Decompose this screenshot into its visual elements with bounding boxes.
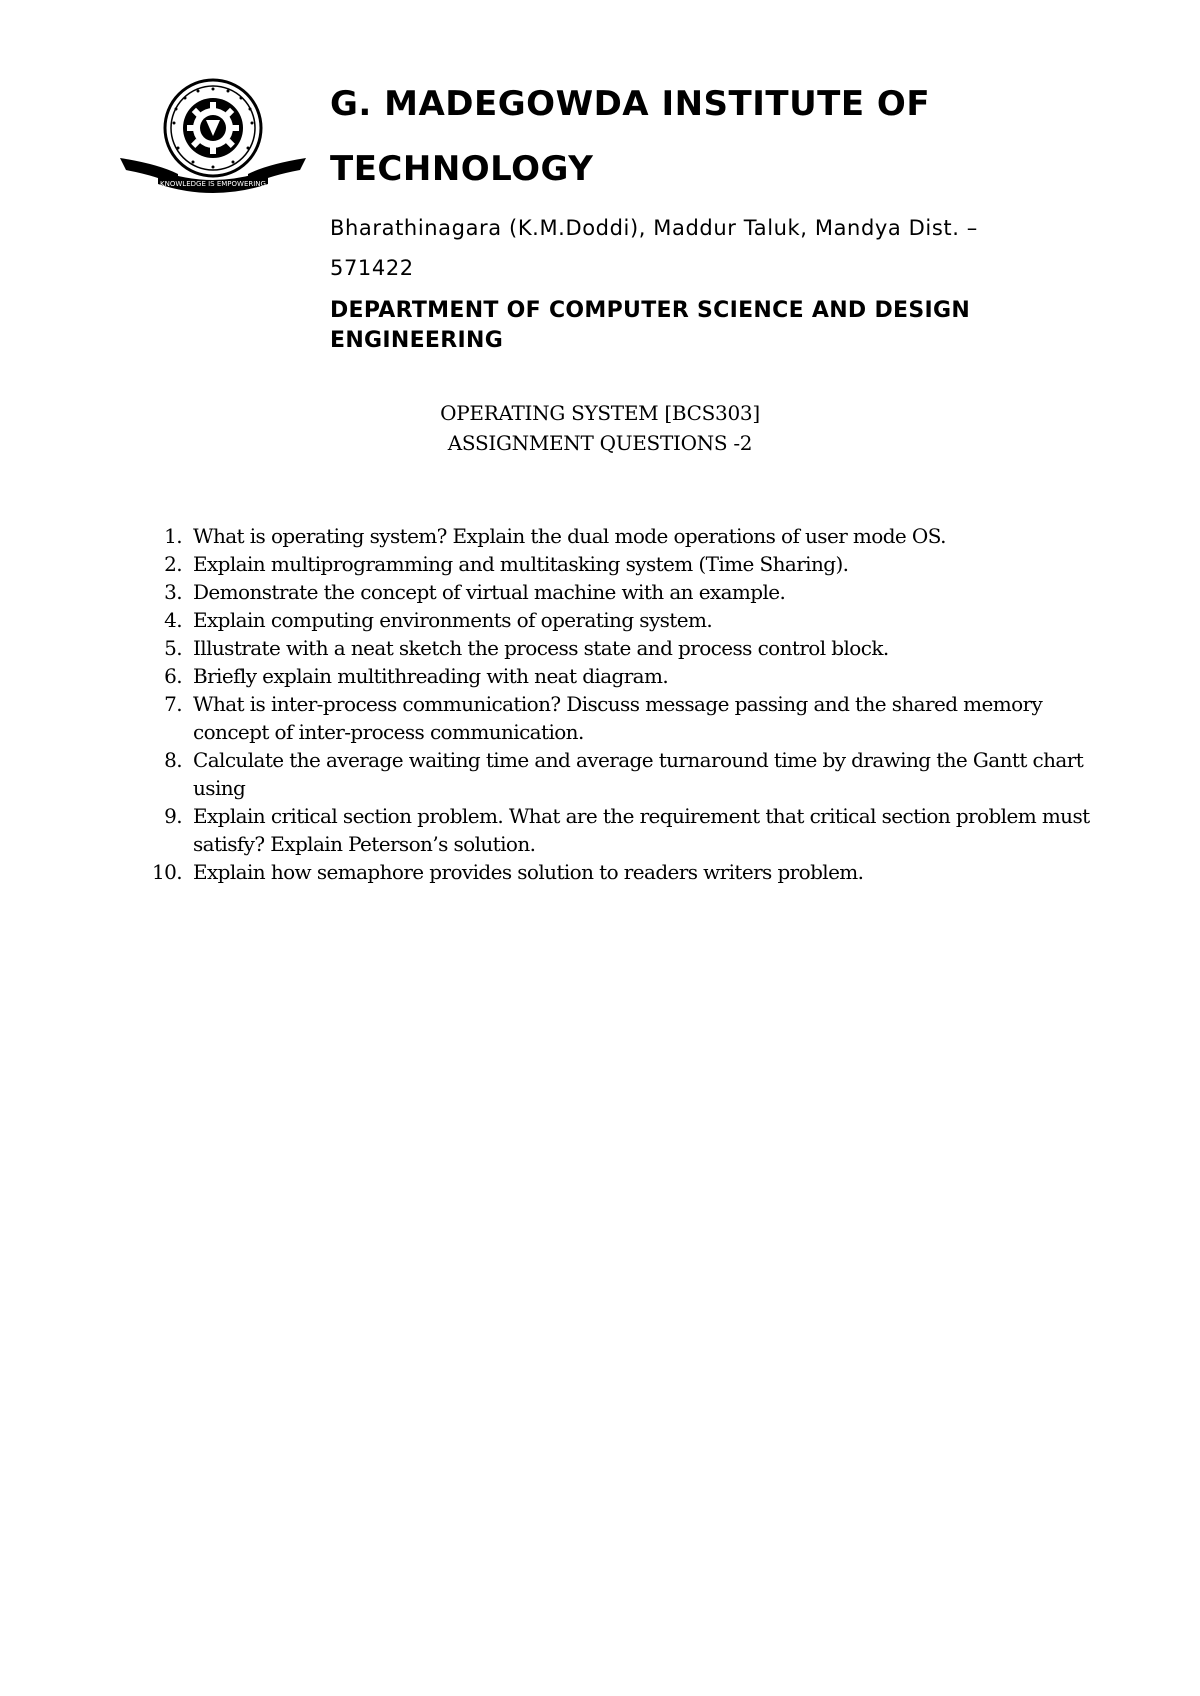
- question-number: 6.: [164, 664, 182, 688]
- list-item: [140, 858, 1100, 886]
- institute-address: [330, 208, 1130, 288]
- list-item: [140, 634, 1100, 662]
- question-number: 4.: [164, 608, 182, 632]
- question-number: 8.: [164, 748, 182, 772]
- question-number: 9.: [164, 804, 182, 828]
- list-item: [140, 606, 1100, 634]
- question-text: What is operating system? Explain the dual mode operations of user mode OS.: [193, 524, 946, 548]
- question-text: What is inter-process communication? Discuss message passing and the shared memory concept of inter-process communication.: [193, 692, 1043, 744]
- list-item: [140, 522, 1100, 550]
- question-text: Demonstrate the concept of virtual machine with an example.: [193, 580, 786, 604]
- question-number: 1.: [164, 524, 182, 548]
- list-item: [140, 550, 1100, 578]
- question-number: 10.: [151, 860, 182, 884]
- question-text: Explain critical section problem. What are the requirement that critical section problem must satisfy? Explain Peterson’s solution.: [193, 804, 1090, 856]
- institute-name-line1: G. MADEGOWDA INSTITUTE OF: [330, 84, 931, 124]
- question-text: Explain multiprogramming and multitasking system (Time Sharing).: [193, 552, 849, 576]
- institute-name-line2: TECHNOLOGY: [330, 149, 594, 189]
- list-item: [140, 746, 1100, 802]
- question-list: [140, 522, 1100, 886]
- question-text: Briefly explain multithreading with neat diagram.: [193, 664, 669, 688]
- logo-banner-text: KNOWLEDGE IS EMPOWERING: [160, 180, 266, 188]
- address-line1: Bharathinagara (K.M.Doddi), Maddur Taluk, Mandya Dist. –: [330, 216, 978, 240]
- assignment-subtitle: ASSIGNMENT QUESTIONS -2: [447, 431, 753, 455]
- question-text: Illustrate with a neat sketch the process state and process control block.: [193, 636, 889, 660]
- list-item: [140, 690, 1100, 746]
- institute-header: [330, 72, 1130, 356]
- institute-logo: [118, 78, 308, 198]
- question-text: Explain computing environments of operating system.: [193, 608, 713, 632]
- course-heading: [0, 398, 1200, 458]
- list-item: [140, 802, 1100, 858]
- question-text: Explain how semaphore provides solution to readers writers problem.: [193, 860, 864, 884]
- question-number: 7.: [164, 692, 182, 716]
- address-line2: 571422: [330, 256, 414, 280]
- list-item: [140, 662, 1100, 690]
- question-number: 3.: [164, 580, 182, 604]
- question-text: Calculate the average waiting time and average turnaround time by drawing the Gantt chart using: [193, 748, 1084, 800]
- list-item: [140, 578, 1100, 606]
- question-number: 2.: [164, 552, 182, 576]
- course-title: OPERATING SYSTEM [BCS303]: [440, 401, 760, 425]
- department-name: DEPARTMENT OF COMPUTER SCIENCE AND DESIGN ENGINEERING: [330, 298, 971, 353]
- question-number: 5.: [164, 636, 182, 660]
